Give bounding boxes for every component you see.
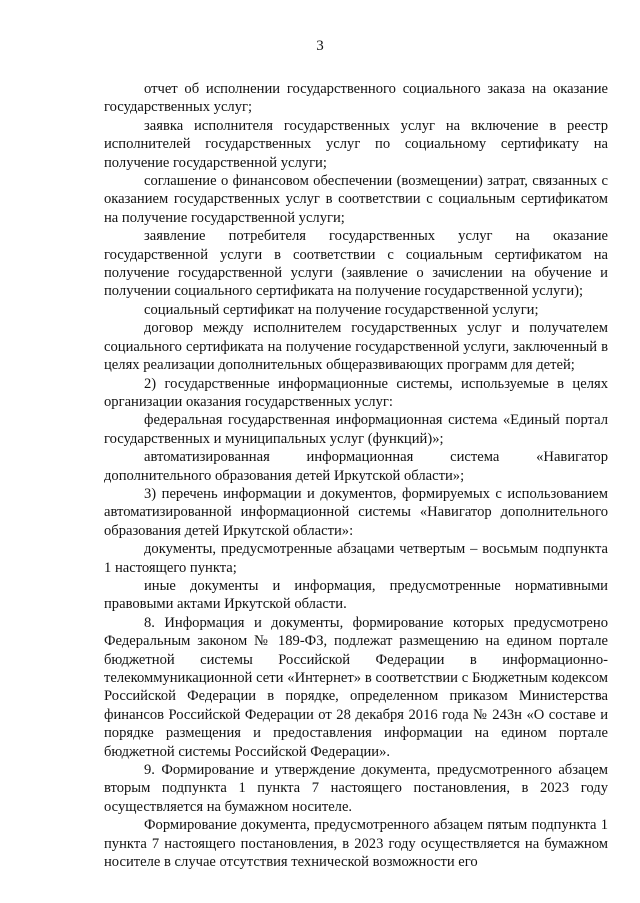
paragraph-contract: договор между исполнителем государственных услуг и получателем социального сертификата на получение государственной услуги, заключенный в целях реализации дополнительных общеразвивающих программ для детей; (104, 320, 608, 374)
paragraph-state-order-report: отчет об исполнении государственного социального заказа на оказание государственных услуг; (104, 81, 608, 116)
paragraph-unified-portal: федеральная государственная информационная система «Единый портал государственных и муниципальных услуг (функций)»; (104, 412, 608, 447)
paragraph-navigator-documents: 3) перечень информации и документов, формируемых с использованием автоматизированной информационной системы «Навигатор дополнительного образования детей Иркутской области»: (104, 485, 608, 539)
paragraph-section-9: 9. Формирование и утверждение документа, предусмотренного абзацем вторым подпункта 1 пункта 7 настоящего постановления, в 2023 году осуществляется на бумажном носителе. (104, 762, 608, 815)
page-number: 3 (316, 38, 324, 54)
paragraph-section-8: 8. Информация и документы, формирование которых предусмотрено Федеральным законом № 189-ФЗ, подлежат размещению на едином портале бюджетной системы Российской Федерации в информационно-телекоммуникационной сети «Интернет» в соответствии с Бюджетным кодексом Российской Федерации в порядке, определенном приказом Министерства финансов Российской Федерации от 28 декабря 2016 года № 243н «О составе и порядке размещения и предоставления информации на едином портале бюджетной системы Российской Федерации». (104, 614, 608, 760)
paragraph-financial-agreement: соглашение о финансовом обеспечении (возмещении) затрат, связанных с оказанием государственных услуг в соответствии с социальным сертификатом на получение государственной услуги; (104, 173, 608, 226)
paragraph-social-certificate: социальный сертификат на получение государственной услуги; (144, 301, 539, 318)
paragraph-navigator-system: автоматизированная информационная система «Навигатор дополнительного образования детей Иркутской области»; (104, 449, 608, 484)
paragraph-documents-reference: документы, предусмотренные абзацами четвертым – восьмым подпункта 1 настоящего пункта; (104, 541, 608, 576)
document-body (104, 80, 608, 871)
paragraph-other-documents: иные документы и информация, предусмотренные нормативными правовыми актами Иркутской области. (104, 577, 608, 613)
paragraph-info-systems-heading: 2) государственные информационные системы, используемые в целях организации оказания государственных услуг: (104, 375, 608, 410)
paragraph-section-9-continued: Формирование документа, предусмотренного абзацем пятым подпункта 1 пункта 7 настоящего постановления, в 2023 году осуществляется на бумажном носителе в случае отсутствия технической возможности его (104, 817, 608, 871)
paragraph-registry-application: заявка исполнителя государственных услуг на включение в реестр исполнителей государственных услуг по социальному сертификату на получение государственной услуги; (104, 117, 608, 171)
paragraph-consumer-application: заявление потребителя государственных услуг на оказание государственной услуги в соответствии с социальным сертификатом на получение государственной услуги (заявление о зачислении на обучение и получении социального сертификата на получение государственной услуги); (104, 228, 608, 300)
